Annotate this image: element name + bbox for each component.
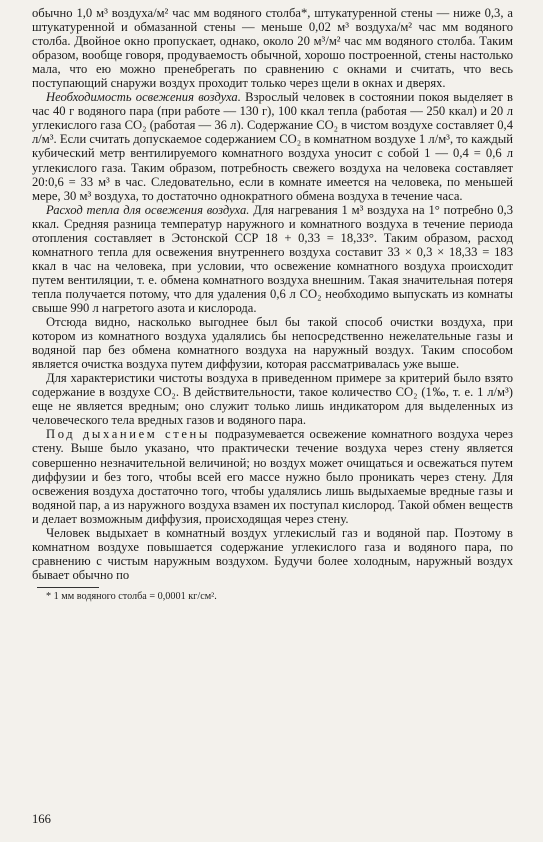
paragraph-heat-consumption (32, 203, 513, 315)
paragraph-text: Для нагревания 1 м³ воздуха на 1° потребно 0,3 ккал. Средняя разница температур наружного и комнатного воздуха в течение периода отопления составляет в Эстонской ССР 18 + 0,33 = 18,33°. Таким образом, расход комнатного тепла для освежения внутреннего воздуха составит 33 × 0,3 × 18,33 = 183 ккал в час на человека, при условии, что освежение комнатного воздуха происходит путем вентиляции, т. е. обмена комнатного воздуха внешним. Такая значительная потеря тепла получается потому, что для удаления 0,6 л CO₂ необходимо выпускать из комнаты свыше 990 л нагретого азота и кислорода. (32, 202, 513, 315)
paragraph-text: Отсюда видно, насколько выгоднее был бы такой способ очистки воздуха, при котором из комнатного воздуха удалялись бы непосредственно нежелательные газы и водяной пар без обмена комнатного воздуха на наружный воздух. Таким способом является очистка воздуха путем диффузии, которая рассматривалась уже выше. (32, 315, 513, 372)
paragraph-wall-breathing (32, 427, 513, 525)
spaced-term: Под дыханием стены (46, 427, 210, 442)
paragraph-text: Взрослый человек в состоянии покоя выделяет в час 40 г водяного пара (при работе — 130 г), 100 ккал тепла (работая — 250 ккал) и 20 л углекислого газа CO₂ (работая — 36 л). Содержание CO₂ в чистом воздухе составляет 0,4 л/м³. Если считать допускаемое содержанием CO₂ в комнатном воздухе 1 л/м³, то каждый кубический метр вентилируемого комнатного воздуха уносит с собой 1 — 0,4 = 0,6 л углекислого газа. Таким образом, потребность свежего воздуха на человека составляет 20:0,6 = 33 м³ в час. Следовательно, если в комнате имеется на человека, по меньшей мере, 30 м³ воздуха, то достаточно однократного обмена воздуха в течение часа. (32, 90, 513, 203)
paragraph-text: Человек выдыхает в комнатный воздух углекислый газ и водяной пар. Поэтому в комнатном воздухе повышается содержание углекислого газа и водяного пара, по сравнению с чистым наружным воздухом. Будучи более холодным, наружный воздух бывает обычно по (32, 525, 513, 582)
footnote: * 1 мм водяного столба = 0,0001 кг/см². (46, 590, 217, 602)
paragraph-text: обычно 1,0 м³ воздуха/м² час мм водяного столба*, штукатуренной стены — ниже 0,3, а штукатуренной и обмазанной стены — меньше 0,02 м³ воздуха/м² час мм водяного столба. Двойное окно пропускает, однако, около 20 м³/м² час мм водяного столба. Таким образом, вообще говоря, продуваемость обычной, хорошо построенной, стены настолько мала, что ею можно пренебрегать по сравнению с окнами и считать, что весь поступающий снаружи воздух проходит только через щели в окнах и дверях. (32, 6, 513, 91)
run-in-heading: Расход тепла для освежения воздуха. (46, 202, 250, 217)
paragraph-fresh-air-need (32, 90, 513, 202)
paragraph-co2-criterion (32, 371, 513, 427)
paragraph-diffusion-cleaning (32, 315, 513, 371)
body-text (32, 6, 513, 582)
paragraph-continued (32, 6, 513, 90)
paragraph-text: подразумевается освежение комнатного воздуха через стену. Выше было указано, что практически течение воздуха через стену является совершенно незначительной величиной; но воздух может очищаться и освежаться путем диффузии и без того, чтобы всей его массе нужно было проникать через стену. Для освежения воздуха достаточно того, чтобы удалялись лишь выдыхаемые вредные газы и водяной пар, а из наружного воздуха взамен их поступал кислород. Такой обмен веществ и делает возможным диффузия, происходящая через стену. (32, 427, 514, 526)
page-number: 166 (32, 812, 51, 826)
run-in-heading: Необходимость освежения воздуха. (46, 90, 241, 105)
paragraph-text: Для характеристики чистоты воздуха в приведенном примере за критерий было взято содержание в воздухе CO₂. В действительности, такое количество CO₂ (1‰, т. е. 1 л/м³) еще не является вредным; оно служит только лишь индикатором для выделенных из человеческого тела вредных газов и водяного пара. (32, 371, 513, 428)
footnote-rule (37, 587, 99, 588)
paragraph-exhalation (32, 526, 513, 582)
